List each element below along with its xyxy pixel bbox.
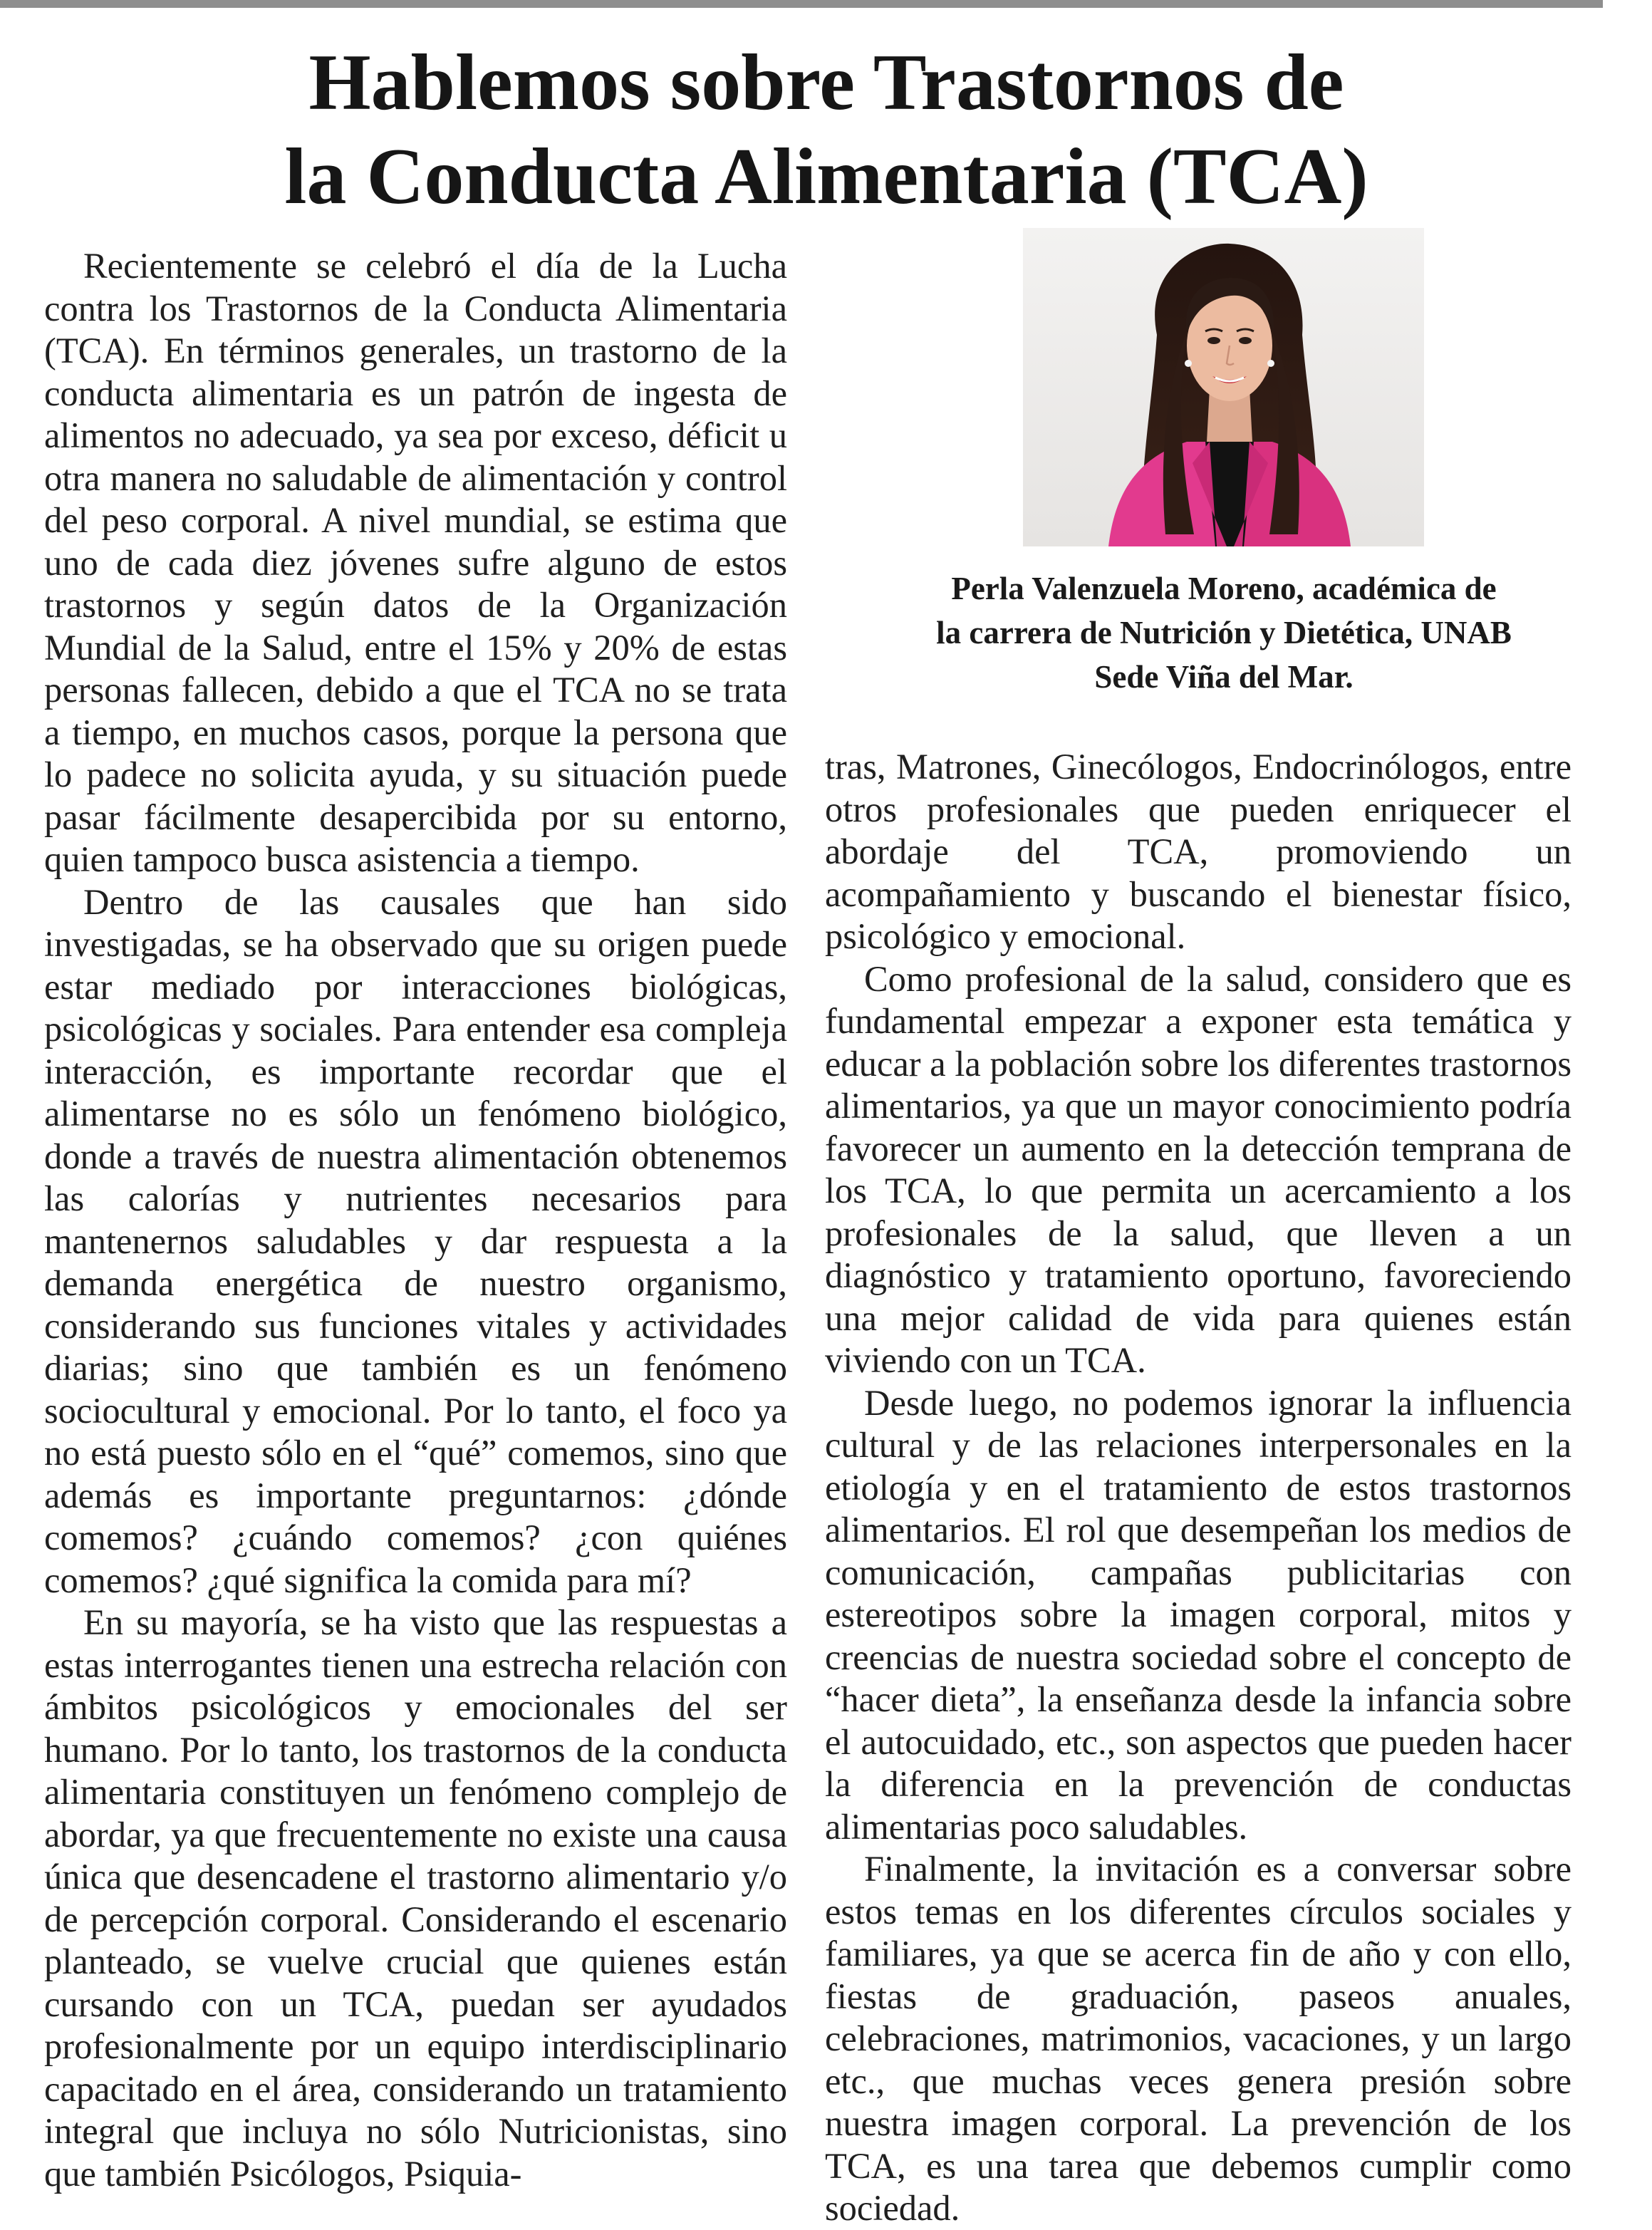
paragraph-1: Recientemente se celebró el día de la Lucha contra los Trastornos de la Conducta Alimentaria (TCA). En términos generales, un trastorno de la conducta alimentaria es un patrón de ingesta de alimentos no adecuado, ya sea por exceso, déficit u otra manera no saludable de alimentación y control del peso corporal. A nivel mundial, se estima que uno de cada diez jóvenes sufre alguno de estos trastornos y según datos de la Organización Mundial de la Salud, entre el 15% y 20% de estas personas fallecen, debido a que el TCA no se trata a tiempo, en muchos casos, porque la persona que lo padece no solicita ayuda, y su situación puede pasar fácilmente desapercibida por su entorno, quien tampoco busca asistencia a tiempo. bbox=[44, 246, 787, 879]
paragraph-6: Finalmente, la invitación es a conversar sobre estos temas en los diferentes círculos sociales y familiares, ya que se acerca fin de año y con ello, fiestas de graduación, paseos anuales, celebraciones, matrimonios, vacaciones, y un largo etc., que muchas veces genera presión sobre nuestra imagen corporal. La prevención de los TCA, es una tarea que debemos cumplir como sociedad. bbox=[825, 1849, 1572, 2228]
paragraph-5: Desde luego, no podemos ignorar la influencia cultural y de las relaciones interpersonales en la etiología y en el tratamiento de estos trastornos alimentarios. El rol que desempeñan los medios de comunicación, campañas publicitarias con estereotipos sobre la imagen corporal, mitos y creencias de nuestra sociedad sobre el concepto de “hacer dieta”, la enseñanza desde la infancia sobre el autocuidado, etc., son aspectos que pueden hacer la diferencia en la prevención de conductas alimentarias poco saludables. bbox=[825, 1382, 1572, 1847]
top-rule bbox=[0, 0, 1603, 8]
caption-line-1: Perla Valenzuela Moreno, académica de bbox=[951, 571, 1497, 606]
author-photo bbox=[1023, 228, 1424, 546]
article-headline bbox=[128, 36, 1524, 224]
paragraph-3-continued: tras, Matrones, Ginecólogos, Endocrinólogos, entre otros profesionales que pueden enriquecer el abordaje del TCA, promoviendo un acompañamiento y buscando el bienestar físico, psicológico y emocional. bbox=[825, 747, 1572, 956]
headline-line-1: Hablemos sobre Trastornos de bbox=[308, 38, 1344, 127]
portrait-photo-icon bbox=[1023, 228, 1424, 546]
right-column bbox=[825, 746, 1572, 2228]
photo-caption bbox=[825, 566, 1623, 699]
headline-line-2: la Conducta Alimentaria (TCA) bbox=[284, 133, 1368, 221]
caption-line-3: Sede Viña del Mar. bbox=[1094, 659, 1354, 695]
caption-line-2: la carrera de Nutrición y Dietética, UNAB bbox=[936, 615, 1512, 650]
paragraph-3: En su mayoría, se ha visto que las respuestas a estas interrogantes tienen una estrecha relación con ámbitos psicológicos y emocionales del ser humano. Por lo tanto, los trastornos de la conducta alimentaria constituyen un fenómeno complejo de abordar, ya que frecuentemente no existe una causa única que desencadene el trastorno alimentario y/o de percepción corporal. Considerando el escenario planteado, se vuelve crucial que quienes están cursando con un TCA, puedan ser ayudados profesionalmente por un equipo interdisciplinario capacitado en el área, considerando un tratamiento integral que incluya no sólo Nutricionistas, sino que también Psicólogos, Psiquia- bbox=[44, 1602, 787, 2194]
left-column bbox=[44, 245, 787, 2197]
paragraph-2: Dentro de las causales que han sido investigadas, se ha observado que su origen puede estar mediado por interacciones biológicas, psicológicas y sociales. Para entender esa compleja interacción, es importante recordar que el alimentarse no es sólo un fenómeno biológico, donde a través de nuestra alimentación obtenemos las calorías y nutrientes necesarios para mantenernos saludables y dar respuesta a la demanda energética de nuestro organismo, considerando sus funciones vitales y actividades diarias; sino que también es un fenómeno sociocultural y emocional. Por lo tanto, el foco ya no está puesto sólo en el “qué” comemos, sino que además es importante preguntarnos: ¿dónde comemos? ¿cuándo comemos? ¿con quiénes comemos? ¿qué significa la comida para mí? bbox=[44, 881, 787, 1600]
paragraph-4: Como profesional de la salud, considero que es fundamental empezar a exponer esta temática y educar a la población sobre los diferentes trastornos alimentarios, ya que un mayor conocimiento podría favorecer un aumento en la detección temprana de los TCA, lo que permita un acercamiento a los profesionales de la salud, que lleven a un diagnóstico y tratamiento oportuno, favoreciendo una mejor calidad de vida para quienes están viviendo con un TCA. bbox=[825, 958, 1572, 1380]
